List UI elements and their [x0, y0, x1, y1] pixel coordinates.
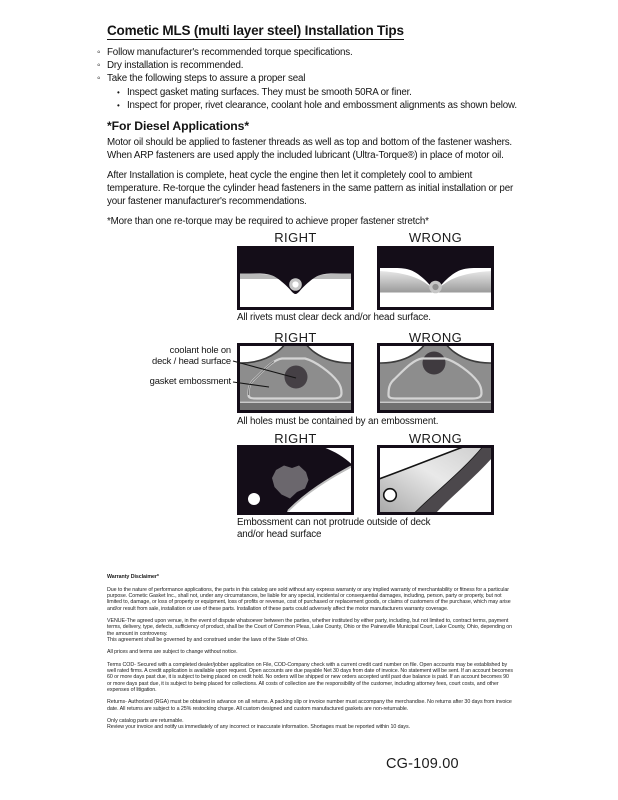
diesel-applications-heading: *For Diesel Applications* — [107, 119, 249, 133]
governing-law-text: This agreement shall be governed by and construed under the laws of the State of Ohio. — [107, 637, 309, 644]
embossment-wrong-label: WRONG — [408, 431, 463, 446]
returns-text: Returns- Authorized (RGA) must be obtained in advance on all returns. A packing slip or invoice number must accompany the merchandise. No returns after 30 days from invoice date. All returns are subject to a 25% restocking charge. All custom designed and custom manufactured gaskets are non-returnable. — [107, 699, 512, 712]
rivet-wrong-diagram — [377, 246, 494, 310]
holes-wrong-label: WRONG — [408, 330, 463, 345]
list-item-text: Inspect gasket mating surfaces. They must be smooth 50RA or finer. — [127, 86, 412, 98]
list-item-text: Dry installation is recommended. — [107, 60, 244, 72]
list-item — [117, 86, 617, 99]
rivet-caption: All rivets must clear deck and/or head surface. — [237, 312, 431, 323]
rivet-right-label: RIGHT — [274, 230, 317, 245]
open-bullet-icon: ◦ — [97, 60, 101, 72]
open-bullet-icon: ◦ — [97, 73, 101, 85]
embossment-right-label: RIGHT — [274, 431, 317, 446]
filled-bullet-icon: • — [117, 100, 120, 110]
list-item-text: Follow manufacturer's recommended torque specifications. — [107, 47, 353, 58]
embossment-right-diagram — [237, 445, 354, 515]
list-item — [97, 59, 617, 72]
embossment-wrong-diagram — [377, 445, 494, 515]
catalog-parts-text: Only catalog parts are returnable. — [107, 718, 184, 725]
embossment-caption: Embossment can not protrude outside of deck and/or head surface — [237, 517, 431, 540]
annotation-leader-lines — [175, 338, 305, 398]
terms-text: Terms COD- Secured with a completed dealer/jobber application on File, COD-Company check with a current credit card number on file. Open accounts may be established by well rated firms. A credit application is available upon request. Open accounts are due payable Net 30 days from date of invoice. No statement will be sent. If an account becomes 60 or more days past due, it is subject to being placed on credit hold. No orders will be shipped or new orders accepted until past due balance is paid. If an account becomes 90 or more days past due, it is subject to being placed for collections. All costs of collection are the responsibility of the customer, including attorney fees, court costs, and other expenses of litigation. — [107, 661, 513, 694]
open-bullet-icon: ◦ — [97, 47, 101, 58]
warranty-heading: Warranty Disclaimer* — [107, 574, 159, 580]
installation-tips-list — [97, 46, 617, 112]
holes-wrong-diagram — [377, 343, 494, 413]
legal-section — [107, 574, 514, 737]
coolant-hole-annotation: coolant hole on deck / head surface — [152, 344, 231, 367]
list-item-text: Take the following steps to assure a proper seal — [107, 73, 306, 85]
rivet-wrong-label: WRONG — [408, 230, 463, 245]
list-item — [117, 99, 617, 112]
diesel-paragraph-1: Motor oil should be applied to fastener threads as well as top and bottom of the fastener washers. When ARP fasteners are used apply the included lubricant (Ultra-Torque®) in place of motor oil. — [107, 137, 512, 162]
gasket-embossment-annotation: gasket embossment — [149, 375, 231, 386]
holes-right-label: RIGHT — [274, 330, 317, 345]
review-invoice-text: Review your invoice and notify us immediately of any incorrect or inaccurate information. Shortages must be reported within 10 days. — [107, 724, 410, 731]
holes-caption: All holes must be contained by an embossment. — [237, 416, 439, 427]
bolt-hole-icon — [248, 493, 260, 505]
page-title — [107, 23, 404, 40]
bolt-hole-icon — [384, 489, 397, 502]
holes-wrong-figure — [377, 343, 494, 413]
page-number: CG-109.00 — [386, 756, 459, 772]
venue-text: VENUE-The agreed upon venue, in the event of dispute whatsoever between the parties, whether instituted by either party, including, but not limited to, contract terms, payment terms, delivery, type, defects, sufficiency of product, shall be the Court of Common Pleas, Lake County, Ohio or the Painesville Municipal Court, Lake County, Ohio, depending on the amount in controversy. — [107, 618, 513, 637]
list-item — [97, 72, 617, 85]
filled-bullet-icon: • — [117, 87, 120, 97]
list-item — [97, 46, 617, 59]
diesel-paragraph-2: After Installation is complete, heat cycle the engine then let it completely cool to ambient temperature. Re-torque the cylinder head fasteners in the same pattern as initial installation or per your fastener manufacturer's recommendations. — [107, 170, 514, 208]
rivet-wrong-figure — [377, 246, 494, 310]
embossment-wrong-figure — [377, 445, 494, 515]
list-item-text: Inspect for proper, rivet clearance, coolant hole and embossment alignments as shown below. — [127, 99, 517, 111]
retorque-note: *More than one re-torque may be required to achieve proper fastener stretch* — [107, 216, 429, 227]
embossment-right-figure — [237, 445, 354, 515]
rivet-right-diagram — [237, 246, 354, 310]
warranty-disclaimer-text: Due to the nature of performance applications, the parts in this catalog are sold without any express warranty or any implied warranty of merchantability or fitness for a particular purpose. Cometic Gasket Inc., shall not, under any circumstances, be liable for any special, incidental or consequential damages, including, person, party or property, but not limited to, damage, or loss of property or equipment, loss of profits or revenue, cost of purchased or replacement goods, or claims of customers of the purchase, which may arise and/or result from sale, installation or use of these parts. Installation of these parts could adversely affect the motor manufacturers warranty coverage. — [107, 586, 511, 612]
rivet-right-figure — [237, 246, 354, 310]
prices-text: All prices and terms are subject to change without notice. — [107, 649, 238, 656]
coolant-hole-icon — [423, 352, 446, 375]
page-title-text: Cometic MLS (multi layer steel) Installation Tips — [107, 23, 404, 38]
